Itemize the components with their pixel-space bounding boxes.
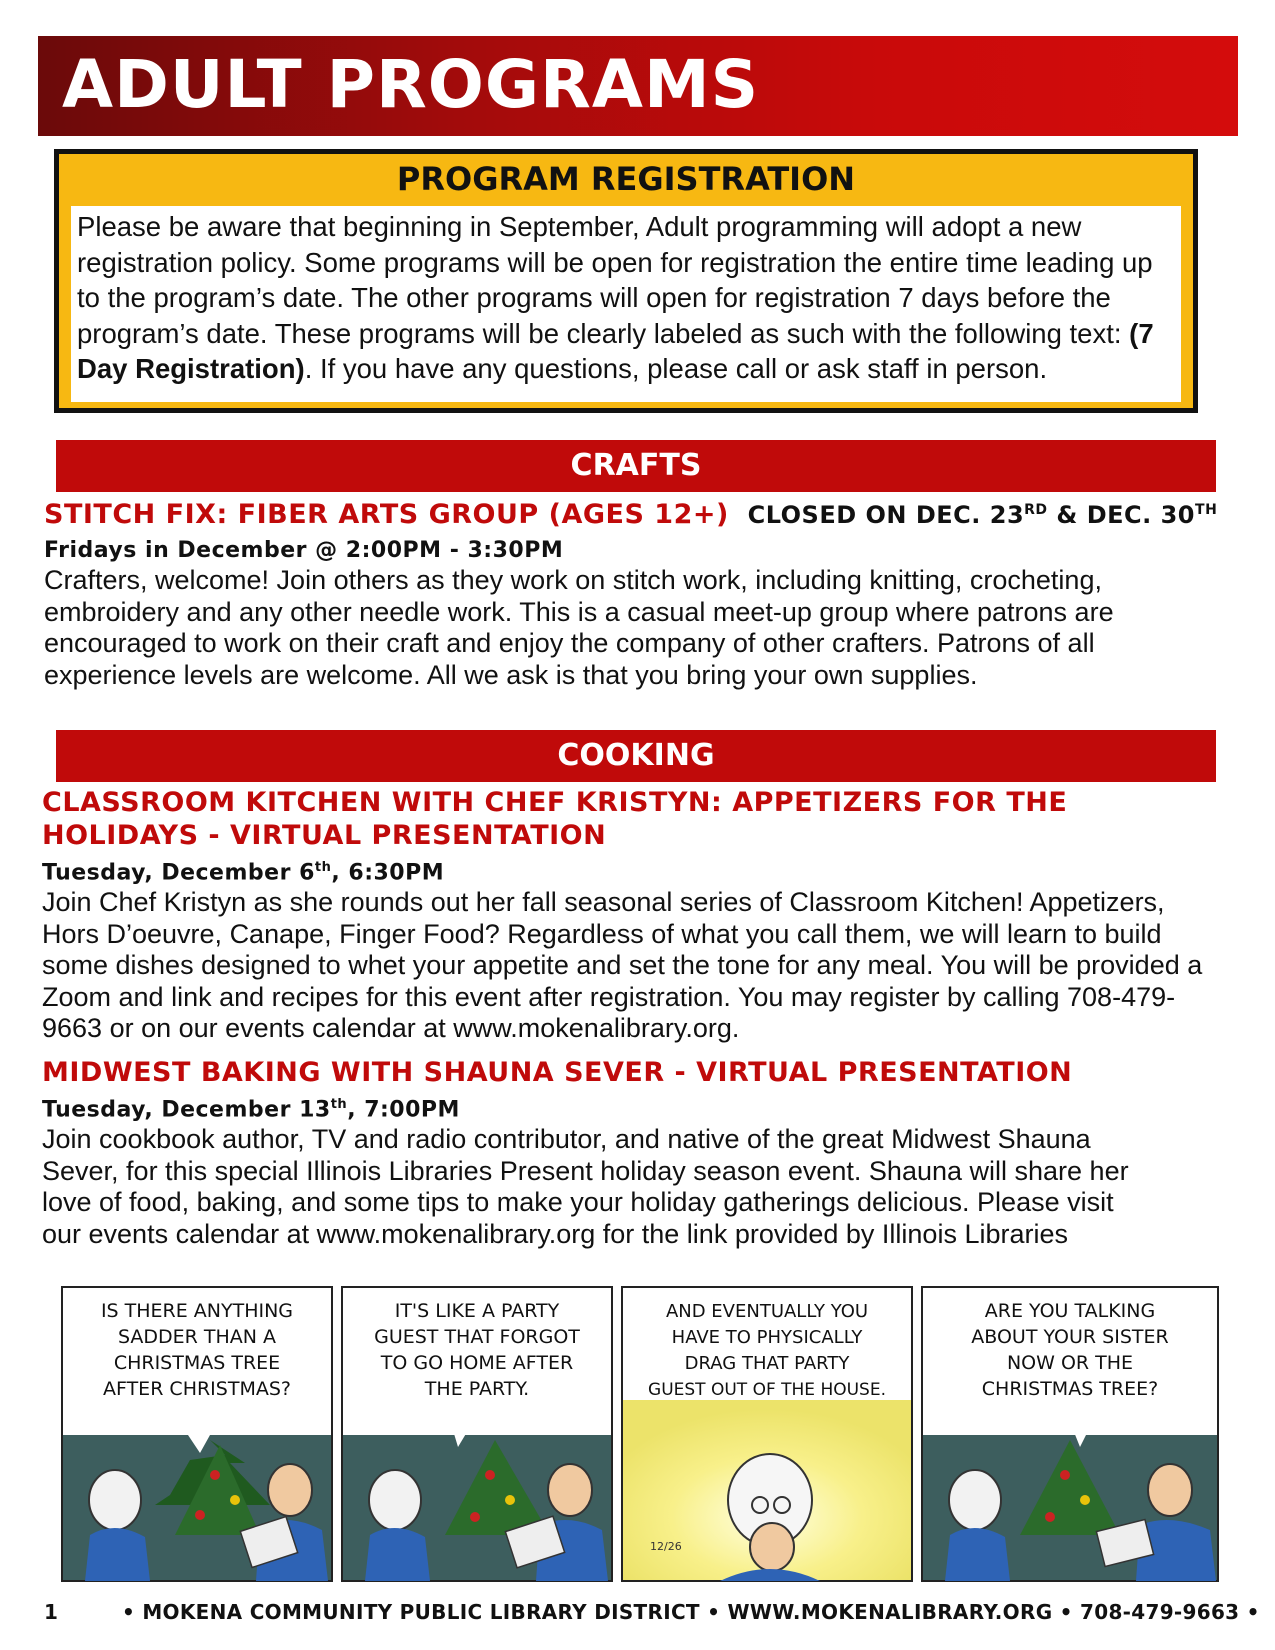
section-header-cooking: COOKING — [56, 730, 1216, 782]
registration-body — [71, 206, 1181, 402]
comic-text: ARE YOU TALKING — [984, 1300, 1156, 1322]
page-header-banner — [38, 36, 1238, 136]
comic-text: IS THERE ANYTHING — [100, 1300, 294, 1322]
comic-text: CHRISTMAS TREE — [113, 1352, 281, 1374]
comic-text: AND EVENTUALLY YOU — [665, 1301, 869, 1322]
program-stitch-fix — [44, 494, 1234, 691]
program-title[interactable] — [44, 494, 1234, 532]
program-description: Crafters, welcome! Join others as they work on stitch work, including knitting, crocheting, embroidery and any other needle work. This is a casual meet-up group where patrons are encouraged to work on their craft and enjoy the company of other crafters. Patrons of all experience levels are welcome. All we ask is that you bring your own supplies. — [44, 565, 1114, 690]
registration-text-start: Please be aware that beginning in September, Adult programming will adopt a new registration policy. Some programs will be open for registration the entire time leading up to the program’s date. The other programs will open for registration 7 days before the program’s date. These programs will be clearly labeled as such with the following text: — [77, 211, 1153, 349]
program-datetime: Tuesday, December 13th, 7:00PM — [42, 1097, 460, 1123]
program-classroom-kitchen — [42, 786, 1232, 1045]
comic-text: HAVE TO PHYSICALLY — [671, 1327, 863, 1348]
program-title[interactable]: CLASSROOM KITCHEN WITH CHEF KRISTYN: APPETIZERS FOR THE HOLIDAYS - VIRTUAL PRESENTATION — [42, 787, 1068, 851]
comic-date: 12/26 — [650, 1540, 682, 1553]
comic-text: IT'S LIKE A PARTY — [394, 1300, 560, 1322]
footer-contact: • MOKENA COMMUNITY PUBLIC LIBRARY DISTRICT • WWW.MOKENALIBRARY.ORG • 708-479-9663 • — [122, 1600, 1260, 1624]
page-footer — [0, 1600, 1275, 1630]
closure-note: CLOSED ON DEC. 23RD & DEC. 30TH — [747, 501, 1218, 529]
comic-text: GUEST OUT OF THE HOUSE. — [648, 1380, 886, 1400]
registration-text-end: . If you have any questions, please call or ask staff in person. — [304, 353, 1048, 384]
comic-text: SADDER THAN A — [117, 1326, 277, 1348]
registration-label: (7 Day Registration) — [77, 317, 1154, 384]
program-description: Join Chef Kristyn as she rounds out her fall seasonal series of Classroom Kitchen! Appetizers, Hors D’oeuvre, Canape, Finger Food? Regardless of what you call them, we will learn to build some dishes designed to whet your appetite and set the tone for any meal. You will be provided a Zoom and link and recipes for this event after registration. You may register by calling 708-479-9663 or on our events calendar at www.mokenalibrary.org. — [42, 887, 1203, 1044]
comic-strip — [60, 1285, 1220, 1583]
registration-box — [54, 149, 1198, 413]
section-header-crafts: CRAFTS — [56, 440, 1216, 492]
comic-text: DRAG THAT PARTY — [684, 1353, 850, 1374]
program-description: Join cookbook author, TV and radio contributor, and native of the great Midwest Shauna Sever, for this special Illinois Libraries Present holiday season event. Shauna will share her love of food, baking, and some tips to make your holiday gatherings delicious. Please visit our events calendar at www.mokenalibrary.org for the link provided by Illinois Libraries — [42, 1124, 1129, 1249]
comic-text: THE PARTY. — [424, 1378, 530, 1400]
registration-title: PROGRAM REGISTRATION — [396, 160, 856, 198]
comic-text: NOW OR THE — [1006, 1352, 1134, 1374]
program-datetime: Tuesday, December 6th, 6:30PM — [42, 860, 445, 886]
comic-text: TO GO HOME AFTER — [380, 1352, 574, 1374]
comic-text: GUEST THAT FORGOT — [374, 1326, 580, 1348]
program-title[interactable]: MIDWEST BAKING WITH SHAUNA SEVER - VIRTUAL PRESENTATION — [42, 1057, 1073, 1088]
page-number: 1 — [44, 1600, 58, 1624]
page-title: ADULT PROGRAMS — [62, 46, 760, 123]
comic-text: CHRISTMAS TREE? — [981, 1378, 1159, 1400]
program-midwest-baking — [42, 1056, 1232, 1250]
program-title-text: STITCH FIX: FIBER ARTS GROUP (AGES 12+) — [44, 499, 729, 530]
program-datetime: Fridays in December @ 2:00PM - 3:30PM — [44, 538, 564, 563]
comic-text: AFTER CHRISTMAS? — [102, 1378, 292, 1400]
comic-text: ABOUT YOUR SISTER — [971, 1326, 1169, 1348]
